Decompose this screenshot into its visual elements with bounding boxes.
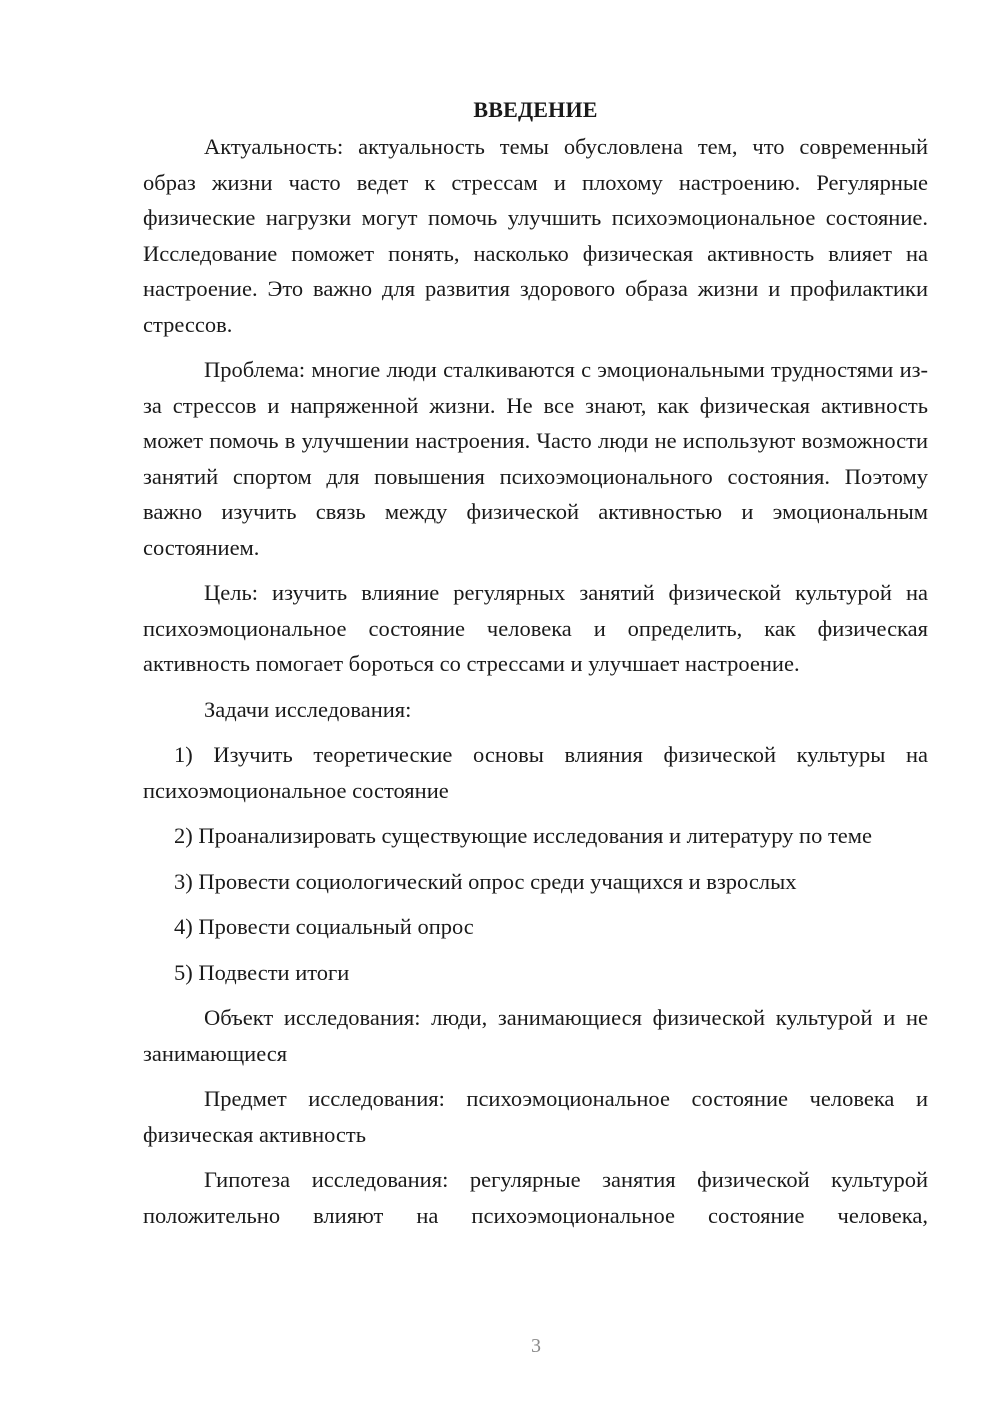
document-body [143,92,928,1243]
task-item: 2) Проанализировать существующие исследования и литературу по теме [174,823,872,848]
task-item: 4) Провести социальный опрос [174,914,474,939]
paragraph-goal: Цель: изучить влияние регулярных занятий физической культурой на психоэмоциональное состояние человека и определить, как физическая активность помогает бороться со стрессами и улучшает настроение. [143,580,928,676]
paragraph-hypothesis: Гипотеза исследования: регулярные занятия физической культурой положительно влияют на психоэмоциональное состояние человека, [143,1167,928,1228]
section-title: ВВЕДЕНИЕ [473,97,598,122]
tasks-heading: Задачи исследования: [204,696,412,722]
task-item: 1) Изучить теоретические основы влияния физической культуры на психоэмоциональное состояние [143,742,928,803]
task-item: 5) Подвести итоги [174,959,350,985]
page-number: 3 [531,1335,541,1357]
paragraph-relevance: Актуальность: актуальность темы обусловлена тем, что современный образ жизни часто ведет к стрессам и плохому настроению. Регулярные физические нагрузки могут помочь улучшить психоэмоциональное состояние. Исследование поможет понять, насколько физическая активность влияет на настроение. Это важно для развития здорового образа жизни и профилактики стрессов. [143,134,928,337]
paragraph-subject: Предмет исследования: психоэмоциональное состояние человека и физическая активность [143,1086,928,1147]
task-item: 3) Провести социологический опрос среди учащихся и взрослых [174,868,797,894]
paragraph-problem: Проблема: многие люди сталкиваются с эмоциональными трудностями из-за стрессов и напряженной жизни. Не все знают, как физическая активность может помочь в улучшении настроения. Часто люди не используют возможности занятий спортом для повышения психоэмоционального состояния. Поэтому важно изучить связь между физической активностью и эмоциональным состоянием. [143,357,928,560]
paragraph-object: Объект исследования: люди, занимающиеся физической культурой и не занимающиеся [143,1005,928,1066]
